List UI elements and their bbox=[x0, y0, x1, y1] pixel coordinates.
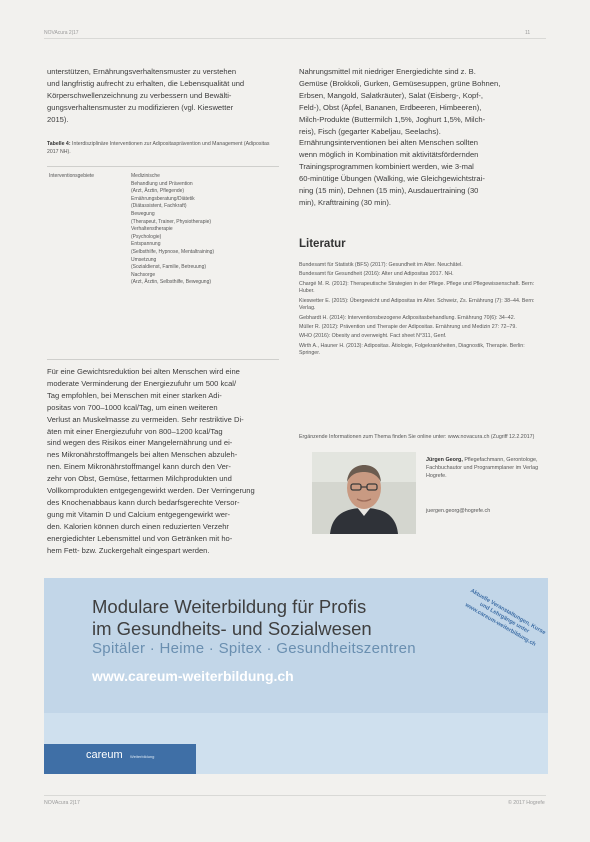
text-line: ning (15 min), Dehnen (15 min), Ausdauertraining (30 bbox=[299, 186, 479, 196]
text-line: reis), Fisch (gegarter Kabeljau, Seelachs). bbox=[299, 126, 441, 136]
table-row-label: Interventionsgebiete bbox=[49, 173, 95, 179]
reference-item: WHO (2016): Obesity and overweight. Fact sheet N°311, Genf. bbox=[299, 333, 447, 340]
reference-item: Bundesamt für Gesundheit (2016): Alter und Adipositas 2017. NH. bbox=[299, 271, 454, 278]
table-caption-label: Tabelle 4: bbox=[47, 141, 71, 147]
text-line: hem Fett- bzw. Zuckergehalt eingespart werden. bbox=[47, 545, 210, 555]
left-column-body bbox=[47, 366, 279, 557]
footer-left: NOVAcura 2|17 bbox=[44, 800, 80, 806]
text-line: Nahrungsmittel mit niedriger Energiedichte sind z. B. bbox=[299, 67, 476, 76]
careum-logo: careum bbox=[86, 749, 123, 761]
table-item: Entspannung bbox=[131, 241, 161, 248]
author-name: Jürgen Georg, bbox=[426, 457, 463, 463]
author-email-link[interactable]: juergen.georg@hogrefe.ch bbox=[426, 508, 491, 514]
author-bio bbox=[426, 456, 546, 480]
text-line: 2015). bbox=[47, 114, 69, 124]
text-line: und langfristig aufrecht zu erhalten, die Lebensqualität und bbox=[47, 78, 245, 88]
text-line: Körperschwellenzeichnung zu verbessern und Bewälti- bbox=[47, 90, 232, 100]
text-line: unterstützen, Ernährungsverhaltensmuster zu verstehen bbox=[47, 67, 237, 76]
text-line: zehr von Obst, Gemüse, fettarmen Milchprodukten und bbox=[47, 474, 232, 484]
text-line: moderate Verminderung der Energiezufuhr um 500 kcal/ bbox=[47, 378, 237, 388]
reference-list bbox=[299, 262, 547, 360]
footer-right: © 2017 Hogrefe bbox=[508, 800, 545, 806]
text-line: energiedichter Lebensmittel und von Getränken mit ho- bbox=[47, 533, 233, 543]
text-line: Tag empfohlen, bei Menschen mit einer starken Adi- bbox=[47, 390, 222, 400]
text-line: min), Krafttraining (30 min). bbox=[299, 197, 391, 207]
table-item: (Selbsthilfe, Hypnose, Mentaltraining) bbox=[131, 248, 215, 255]
reference-item: Wirth A., Hauner H. (2013): Adipositas. Ätiologie, Folgekrankheiten, Diagnostik, Therapie. Berlin: Springer. bbox=[299, 342, 525, 357]
running-head-left: NOVAcura 2|17 bbox=[44, 30, 79, 36]
text-line: Verlust an Muskelmasse zu vermeiden. Sehr restriktive Di- bbox=[47, 414, 244, 424]
advertisement-banner[interactable] bbox=[44, 578, 548, 774]
text-line: den. Kalorien können durch einen reduzierten Verzehr bbox=[47, 521, 229, 531]
text-line: Milch-Produkte (Buttermilch 1,5%, Joghurt 1,5%, Milch- bbox=[299, 114, 486, 124]
ad-title-line: Modulare Weiterbildung für Profis bbox=[92, 596, 367, 617]
author-portrait-icon bbox=[312, 452, 416, 534]
text-line: Erbsen, Mangold, Salatkräuter), Salat (Eisberg-, Kopf-, bbox=[299, 90, 484, 100]
paragraph-intro-left bbox=[47, 66, 279, 126]
footer-rule bbox=[44, 795, 546, 796]
ad-subtitle: Spitäler · Heime · Spitex · Gesundheitszentren bbox=[92, 640, 416, 657]
text-line: wenn möglich in Kombination mit aktivitätsfördernden bbox=[299, 150, 479, 160]
text-line: äten mit einer Energiezufuhr von 800–1200 kcal/Tag bbox=[47, 426, 223, 436]
right-column-intro bbox=[299, 66, 547, 209]
table-item: (Arzt, Ärztin, Pflegende) bbox=[131, 188, 185, 195]
table-item: Medizinische bbox=[131, 173, 160, 179]
text-line: Für eine Gewichtsreduktion bei alten Menschen wird eine bbox=[47, 367, 240, 376]
page-number: 11 bbox=[525, 30, 531, 36]
text-line: sind wegen des Risikos einer Mangelernährung und ei- bbox=[47, 438, 233, 448]
text-line: Gemüse (Brokkoli, Gurken, Gemüsesuppen, grüne Bohnen, bbox=[299, 78, 501, 88]
table-item: Behandlung und Prävention bbox=[131, 180, 193, 187]
text-line: Trainingsprogrammen kombiniert werden, wie 3-mal bbox=[299, 162, 474, 172]
table-item: Umsetzung bbox=[131, 256, 157, 263]
text-line: Vollkornprodukten entgegengewirkt werden. Der Verringerung bbox=[47, 486, 255, 496]
table-item: (Diätassistent, Fachkraft) bbox=[131, 203, 187, 210]
ad-title bbox=[92, 596, 372, 640]
text-line: des Knochenabbaus kann durch bedarfsgerechte Versor- bbox=[47, 497, 240, 507]
text-line: nen. Einem Mikronährstoffmangel kann durch den Ver- bbox=[47, 462, 231, 472]
careum-logo-subtitle: Weiterbildung bbox=[130, 754, 155, 759]
table-item: (Therapeut, Trainer, Physiotherapie) bbox=[131, 218, 212, 225]
left-column-intro bbox=[47, 66, 279, 126]
author-photo bbox=[312, 452, 416, 534]
author-description: Pflegefachmann, Gerontologe, Fachbuchautor und Programmplaner im Verlag Hogrefe. bbox=[426, 457, 539, 479]
text-line: 60-minütige Übungen (Walking, wie Gleichgewichtstrai- bbox=[299, 174, 485, 184]
reference-item: Chargé M. R. (2012): Therapeutische Strategien in der Pflege. Pflege und Pflegewissenschaft. Bern: Huber. bbox=[299, 280, 535, 295]
text-line: nes Mikronährstoffmangels bei alten Menschen abzuleh- bbox=[47, 450, 238, 460]
table-item: (Psychologie) bbox=[131, 233, 162, 240]
table-item: Verhaltenstherapie bbox=[131, 226, 173, 233]
reference-item: Kieswetter E. (2015): Übergewicht und Adipositas im Alter. Schweiz, Zs. Ernährung (7): 38–44. Bern: Verlag. bbox=[299, 297, 535, 312]
reference-item: Müller R. (2012): Prävention und Therapie der Adipositas. Ernährung und Medizin 27: 72–79. bbox=[299, 324, 517, 331]
reference-item: Bundesamt für Statistik (BFS) (2017): Gesundheit im Alter. Neuchâtel. bbox=[299, 262, 463, 268]
reference-item: Gebhardt H. (2014): Interventionsbezogene Adipositasbehandlung. Ernährung 70(6): 34–42. bbox=[299, 314, 516, 321]
table-caption-text: Interdisziplinäre Interventionen zur Adipositasprävention und Management (Adipositas 2017 NH). bbox=[47, 141, 270, 156]
ad-title-line: im Gesundheits- und Sozialwesen bbox=[92, 618, 372, 639]
text-line: positas von 700–1000 kcal/Tag, um einen weiteren bbox=[47, 402, 218, 412]
table-item: Nachsorge bbox=[131, 271, 156, 278]
text-line: Feld-), Obst (Äpfel, Bananen, Erdbeeren, Himbeeren), bbox=[299, 102, 482, 112]
table-caption bbox=[47, 140, 279, 156]
text-line: gungsverhaltensmuster zu modifizieren (vgl. Kieswetter bbox=[47, 102, 234, 112]
ad-corner-badge: Aktuelle Veranstaltungen, Kurse und Lehrgänge unter www.careum-weiterbildung.ch bbox=[463, 588, 547, 648]
table-items bbox=[131, 173, 277, 287]
table-item: Bewegung bbox=[131, 210, 155, 217]
table-item: (Sozialdienst, Familie, Betreuung) bbox=[131, 264, 207, 271]
paragraph-intro-right bbox=[299, 66, 547, 209]
paragraph-body-left bbox=[47, 366, 279, 557]
text-line: Ernährungsinterventionen bei alten Menschen sollten bbox=[299, 138, 478, 148]
header-rule bbox=[44, 38, 546, 39]
online-note: Ergänzende Informationen zum Thema finden Sie online unter: www.novacura.ch (Zugriff 12.2.2017) bbox=[299, 434, 535, 440]
interventions-table bbox=[47, 166, 279, 360]
table-item: Ernährungsberatung/Diätetik bbox=[131, 195, 195, 202]
table-item: (Arzt, Ärztin, Selbsthilfe, Bewegung) bbox=[131, 279, 212, 286]
ad-url-link[interactable]: www.careum-weiterbildung.ch bbox=[92, 668, 294, 684]
text-line: gung mit Vitamin D und Calcium entgegengewirkt wer- bbox=[47, 509, 231, 519]
section-title-literatur: Literatur bbox=[299, 238, 346, 250]
